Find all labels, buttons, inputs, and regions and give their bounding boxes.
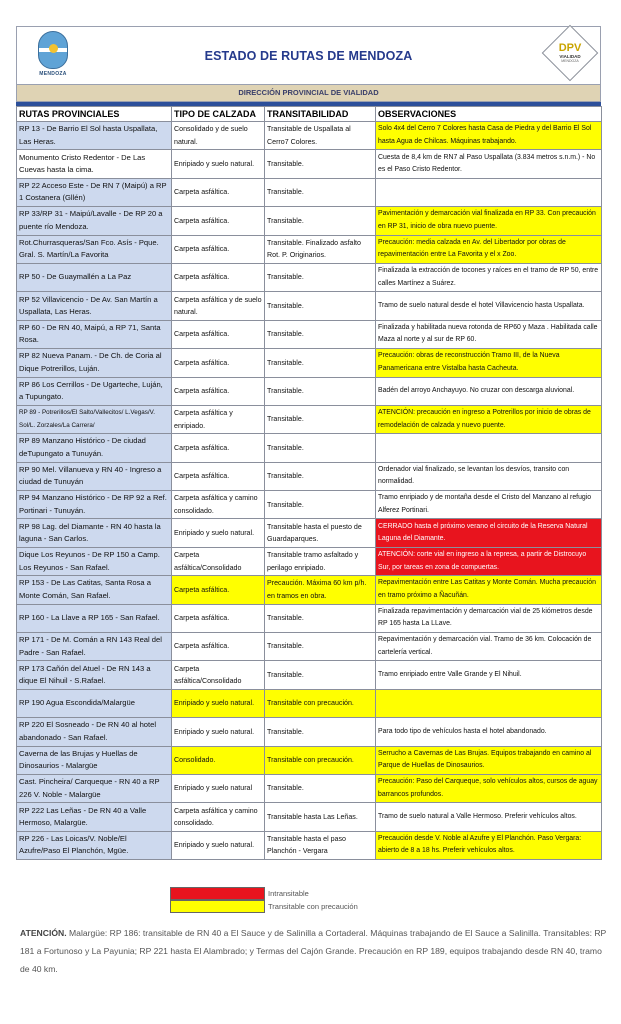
column-header-rutas: RUTAS PROVINCIALES xyxy=(17,107,172,122)
road-type-cell: Carpeta asfáltica. xyxy=(172,604,265,632)
transitability-cell: Transitable con precaución. xyxy=(265,689,376,717)
table-row xyxy=(17,178,602,206)
attention-note xyxy=(20,924,610,978)
observations-cell: Precaución desde V. Noble al Azufre y El Planchón. Paso Vergara: abierto de 8 a 18 hs. Preferir vehículos altos. xyxy=(376,831,602,859)
table-row xyxy=(17,263,602,291)
column-header-observaciones: OBSERVACIONES xyxy=(376,107,602,122)
table-row xyxy=(17,774,602,802)
road-type-cell: Enripiado y suelo natural. xyxy=(172,718,265,746)
observations-cell: ATENCIÓN: precaución en ingreso a Potrerillos por inicio de obras de remodelación de calzada y nuevo puente. xyxy=(376,405,602,433)
transitability-cell: Transitable. Finalizado asfalto Rot. P. Originarios. xyxy=(265,235,376,263)
route-name-cell: RP 13 - De Barrio El Sol hasta Uspallata, Las Heras. xyxy=(17,122,172,150)
routes-table xyxy=(16,106,602,860)
road-type-cell: Carpeta asfáltica/Consolidado xyxy=(172,547,265,575)
vialidad-logo-mark: DPV xyxy=(558,42,582,54)
table-row xyxy=(17,633,602,661)
road-type-cell: Carpeta asfáltica. xyxy=(172,462,265,490)
vialidad-logo-text: VIALIDAD xyxy=(559,54,581,59)
table-row xyxy=(17,576,602,604)
observations-cell xyxy=(376,689,602,717)
table-header-row xyxy=(17,107,602,122)
table-row xyxy=(17,491,602,519)
route-name-cell: Dique Los Reyunos - De RP 150 a Camp. Los Reyunos - San Rafael. xyxy=(17,547,172,575)
report-sheet xyxy=(16,26,601,860)
route-name-cell: RP 33/RP 31 - Maipú/Lavalle - De RP 20 a puente río Mendoza. xyxy=(17,207,172,235)
transitability-cell: Transitable. xyxy=(265,434,376,462)
observations-cell: Solo 4x4 del Cerro 7 Colores hasta Casa de Piedra y del Barrio El Sol hasta Agua de Chilcas. Máquinas trabajando. xyxy=(376,122,602,150)
report-header xyxy=(16,26,601,84)
page-title: ESTADO DE RUTAS DE MENDOZA xyxy=(204,49,413,63)
observations-cell xyxy=(376,178,602,206)
road-type-cell: Consolidado y de suelo natural. xyxy=(172,122,265,150)
road-type-cell: Enripiado y suelo natural. xyxy=(172,519,265,547)
route-name-cell: RP 50 - De Guaymallén a La Paz xyxy=(17,263,172,291)
road-type-cell: Carpeta asfáltica. xyxy=(172,349,265,377)
transitability-cell: Transitable. xyxy=(265,178,376,206)
observations-cell: Cuesta de 8,4 km de RN7 al Paso Uspallata (3.834 metros s.n.m.) - No es el Paso Cristo Redentor. xyxy=(376,150,602,178)
route-name-cell: RP 171 - De M. Comán a RN 143 Real del Padre - San Rafael. xyxy=(17,633,172,661)
road-type-cell: Enripiado y suelo natural xyxy=(172,774,265,802)
observations-cell: CERRADO hasta el próximo verano el circuito de la Reserva Natural Laguna del Diamante. xyxy=(376,519,602,547)
observations-cell: Precaución: Paso del Carqueque, solo vehículos altos, cursos de aguay barrancos profundos. xyxy=(376,774,602,802)
observations-cell: Para todo tipo de vehículos hasta el hotel abandonado. xyxy=(376,718,602,746)
observations-cell: Tramo enripiado y de montaña desde el Cristo del Manzano al refugio Alferez Portinari. xyxy=(376,491,602,519)
mendoza-logo-text: MENDOZA xyxy=(39,71,67,77)
transitability-cell: Transitable. xyxy=(265,633,376,661)
legend-swatch-red xyxy=(170,887,265,900)
observations-cell: Precaución: obras de reconstrucción Tramo III, de la Nueva Panamericana entre Vistalba hasta Cacheuta. xyxy=(376,349,602,377)
route-name-cell: RP 52 Villavicencio - De Av. San Martín a Uspallata, Las Heras. xyxy=(17,292,172,320)
road-type-cell: Carpeta asfáltica. xyxy=(172,178,265,206)
table-row xyxy=(17,519,602,547)
table-row xyxy=(17,150,602,178)
observations-cell: Ordenador vial finalizado, se levantan los desvíos, transito con normalidad. xyxy=(376,462,602,490)
observations-cell: Finalizada repavimentación y demarcación vial de 25 kiómetros desde RP 165 hasta La LLave. xyxy=(376,604,602,632)
transitability-cell: Transitable. xyxy=(265,263,376,291)
table-row xyxy=(17,235,602,263)
table-row xyxy=(17,320,602,348)
vialidad-logo-subtext: MENDOZA xyxy=(561,59,579,63)
table-row xyxy=(17,831,602,859)
transitability-cell: Precaución. Máxima 60 km p/h. en tramos en obra. xyxy=(265,576,376,604)
road-type-cell: Carpeta asfáltica. xyxy=(172,235,265,263)
route-name-cell: RP 190 Agua Escondida/Malargüe xyxy=(17,689,172,717)
observations-cell: Repavimentación entre Las Catitas y Monte Comán. Mucha precaución en tramo próximo a Ñacuñán. xyxy=(376,576,602,604)
table-row xyxy=(17,803,602,831)
road-type-cell: Carpeta asfáltica y camino consolidado. xyxy=(172,491,265,519)
route-name-cell: RP 94 Manzano Histórico - De RP 92 a Ref. Portinari - Tunuyán. xyxy=(17,491,172,519)
route-name-cell: Monumento Cristo Redentor - De Las Cuevas hasta la cima. xyxy=(17,150,172,178)
road-type-cell: Carpeta asfáltica. xyxy=(172,377,265,405)
route-name-cell: RP 222 Las Leñas - De RN 40 a Valle Hermoso, Malargüe. xyxy=(17,803,172,831)
route-name-cell: RP 89 Manzano Histórico - De ciudad deTupungato a Tunuyán. xyxy=(17,434,172,462)
table-row xyxy=(17,718,602,746)
transitability-cell: Transitable tramo asfaltado y perilago enripiado. xyxy=(265,547,376,575)
attention-note-text: Malargüe: RP 186: transitable de RN 40 a El Sauce y de Salinilla a Cortaderal. Máquinas trabajando de El Sauce a Salinilla. Transitables: RP 181 a Fortunoso y La Payunia; RP 221 hasta El Alambrado; y Termas del Cajón Grande. Precaución en RP 189, equipos trabajando desde RN 40, tramo de 40 km. xyxy=(20,928,607,974)
transitability-cell: Transitable. xyxy=(265,604,376,632)
transitability-cell: Transitable. xyxy=(265,320,376,348)
vialidad-logo xyxy=(550,33,590,73)
legend-swatch-yellow xyxy=(170,900,265,913)
road-type-cell: Carpeta asfáltica. xyxy=(172,263,265,291)
route-name-cell: Cast. Pincheira/ Carqueque - RN 40 a RP 226 V. Noble - Malargüe xyxy=(17,774,172,802)
transitability-cell: Transitable. xyxy=(265,405,376,433)
route-name-cell: RP 89 - Potrerillos/El Salto/Vallecitos/ L.Vegas/V. Sol/L. Zorzales/La Carrera/ xyxy=(17,405,172,433)
legend-label: Transitable con precaución xyxy=(268,902,358,911)
transitability-cell: Transitable. xyxy=(265,491,376,519)
observations-cell: Precaución: media calzada en Av. del Libertador por obras de repavimentación entre La Favorita y el x Zoo. xyxy=(376,235,602,263)
road-type-cell: Carpeta asfáltica. xyxy=(172,320,265,348)
table-row xyxy=(17,661,602,689)
table-row xyxy=(17,122,602,150)
dpv-banner: DIRECCIÓN PROVINCIAL DE VIALIDAD xyxy=(16,84,601,102)
road-type-cell: Carpeta asfáltica. xyxy=(172,207,265,235)
legend-label: Intransitable xyxy=(268,889,309,898)
transitability-cell: Transitable de Uspallata al Cerro7 Colores. xyxy=(265,122,376,150)
road-type-cell: Carpeta asfáltica y de suelo natural. xyxy=(172,292,265,320)
road-type-cell: Carpeta asfáltica. xyxy=(172,633,265,661)
route-name-cell: RP 173 Cañón del Atuel - De RN 143 a dique El Nihuil - S.Rafael. xyxy=(17,661,172,689)
route-name-cell: RP 160 - La Llave a RP 165 - San Rafael. xyxy=(17,604,172,632)
legend-item-precaucion xyxy=(170,900,358,913)
transitability-cell: Transitable hasta Las Leñas. xyxy=(265,803,376,831)
route-name-cell: Rot.Churrasqueras/San Fco. Asís - Pque. Gral. S. Martín/La Favorita xyxy=(17,235,172,263)
table-row xyxy=(17,689,602,717)
route-name-cell: RP 220 El Sosneado - De RN 40 al hotel abandonado - San Rafael. xyxy=(17,718,172,746)
transitability-cell: Transitable. xyxy=(265,349,376,377)
route-name-cell: Caverna de las Brujas y Huellas de Dinosaurios - Malargüe xyxy=(17,746,172,774)
table-row xyxy=(17,292,602,320)
observations-cell: Badén del arroyo Anchayuyo. No cruzar con descarga aluvional. xyxy=(376,377,602,405)
route-name-cell: RP 90 Mel. Villanueva y RN 40 - Ingreso a ciudad de Tunuyán xyxy=(17,462,172,490)
transitability-cell: Transitable. xyxy=(265,377,376,405)
road-type-cell: Carpeta asfáltica. xyxy=(172,434,265,462)
column-header-calzada: TIPO DE CALZADA xyxy=(172,107,265,122)
legend xyxy=(170,887,358,913)
transitability-cell: Transitable. xyxy=(265,774,376,802)
observations-cell: Tramo de suelo natural desde el hotel Villavicencio hasta Uspallata. xyxy=(376,292,602,320)
road-type-cell: Carpeta asfáltica y enripiado. xyxy=(172,405,265,433)
table-row xyxy=(17,547,602,575)
transitability-cell: Transitable con precaución. xyxy=(265,746,376,774)
observations-cell: Tramo de suelo natural a Valle Hermoso. Preferir vehículos altos. xyxy=(376,803,602,831)
table-row xyxy=(17,604,602,632)
road-type-cell: Enripiado y suelo natural. xyxy=(172,831,265,859)
route-name-cell: RP 226 - Las Loicas/V. Noble/El Azufre/Paso El Planchón, Mgüe. xyxy=(17,831,172,859)
road-type-cell: Enripiado y suelo natural. xyxy=(172,150,265,178)
transitability-cell: Transitable hasta el paso Planchón - Vergara xyxy=(265,831,376,859)
transitability-cell: Transitable. xyxy=(265,661,376,689)
route-name-cell: RP 22 Acceso Este - De RN 7 (Maipú) a RP 1 Costanera (Gllén) xyxy=(17,178,172,206)
route-name-cell: RP 82 Nueva Panam. - De Ch. de Coria al Dique Potrerillos, Luján. xyxy=(17,349,172,377)
route-name-cell: RP 60 - De RN 40, Maipú, a RP 71, Santa Rosa. xyxy=(17,320,172,348)
observations-cell: Repavimentación y demarcación vial. Tramo de 36 km. Colocación de cartelería vertical. xyxy=(376,633,602,661)
table-row xyxy=(17,746,602,774)
road-type-cell: Carpeta asfáltica. xyxy=(172,576,265,604)
route-name-cell: RP 98 Lag. del Diamante - RN 40 hasta la laguna - San Carlos. xyxy=(17,519,172,547)
legend-item-intransitable xyxy=(170,887,358,900)
observations-cell: ATENCIÓN: corte vial en ingreso a la represa, a partir de Distrocuyo Sur, por tareas en zona de compuertas. xyxy=(376,547,602,575)
table-row xyxy=(17,405,602,433)
observations-cell: Finalizada la extracción de tocones y raíces en el tramo de RP 50, entre calles Martínez a Suárez. xyxy=(376,263,602,291)
table-row xyxy=(17,349,602,377)
observations-cell: Serrucho a Cavernas de Las Brujas. Equipos trabajando en camino al Parque de Huellas de Dinosaurios. xyxy=(376,746,602,774)
route-name-cell: RP 86 Los Cerrillos - De Ugarteche, Luján, a Tupungato. xyxy=(17,377,172,405)
attention-note-lead: ATENCIÓN. xyxy=(20,928,67,938)
table-row xyxy=(17,434,602,462)
table-row xyxy=(17,377,602,405)
transitability-cell: Transitable. xyxy=(265,718,376,746)
road-type-cell: Carpeta asfáltica y camino consolidado. xyxy=(172,803,265,831)
road-type-cell: Carpeta asfáltica/Consolidado xyxy=(172,661,265,689)
transitability-cell: Transitable hasta el puesto de Guardaparques. xyxy=(265,519,376,547)
road-type-cell: Consolidado. xyxy=(172,746,265,774)
observations-cell: Finalizada y habilitada nueva rotonda de RP60 y Maza . Habilitada calle Maza al norte y al sur de RP 60. xyxy=(376,320,602,348)
routes-table-body xyxy=(17,122,602,860)
transitability-cell: Transitable. xyxy=(265,150,376,178)
observations-cell xyxy=(376,434,602,462)
column-header-transitabilidad: TRANSITABILIDAD xyxy=(265,107,376,122)
table-row xyxy=(17,207,602,235)
transitability-cell: Transitable. xyxy=(265,462,376,490)
transitability-cell: Transitable. xyxy=(265,292,376,320)
transitability-cell: Transitable. xyxy=(265,207,376,235)
table-row xyxy=(17,462,602,490)
road-type-cell: Enripiado y suelo natural. xyxy=(172,689,265,717)
observations-cell: Pavimentación y demarcación vial finalizada en RP 33. Con precaución en RP 31, inicio de obra nuevo puente. xyxy=(376,207,602,235)
route-name-cell: RP 153 - De Las Catitas, Santa Rosa a Monte Comán, San Rafael. xyxy=(17,576,172,604)
observations-cell: Tramo enripiado entre Valle Grande y El Nihuil. xyxy=(376,661,602,689)
